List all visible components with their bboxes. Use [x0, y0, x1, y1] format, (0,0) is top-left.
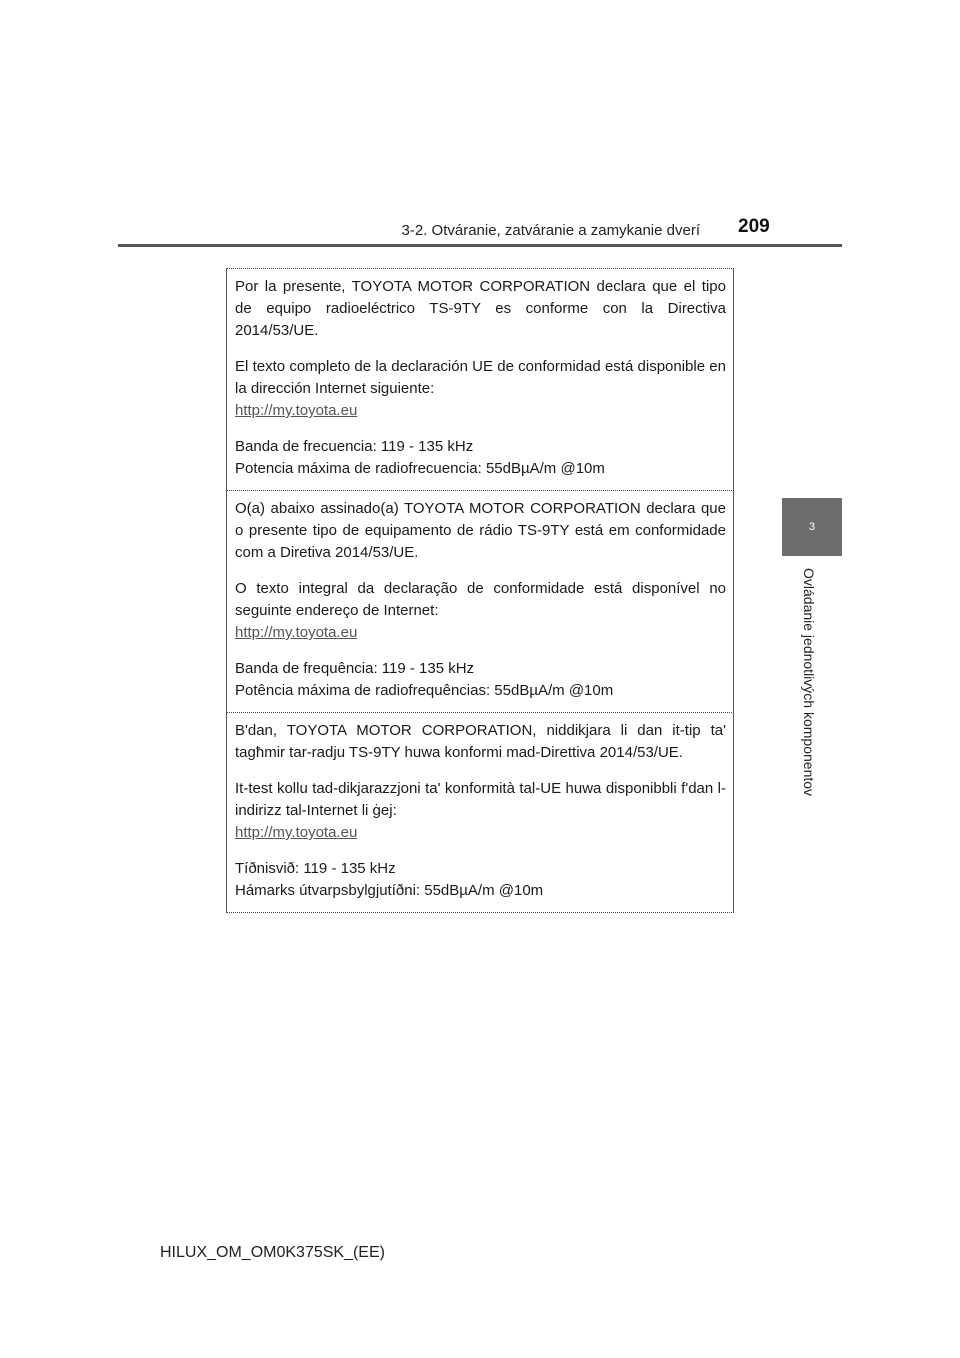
declaration-info: [235, 778, 726, 844]
chapter-side-label: Ovládanie jednotlivých komponentov: [801, 568, 817, 797]
declaration-info-text: O texto integral da declaração de conformidade está disponível no seguinte endereço de Internet:: [235, 580, 726, 619]
declaration-info: [235, 578, 726, 644]
declaration-specs: [235, 658, 726, 702]
declaration-statement: B'dan, TOYOTA MOTOR CORPORATION, niddikjara li dan it-tip ta' tagħmir tar-radju TS-9TY huwa konformi mad-Direttiva 2014/53/UE.: [235, 722, 726, 761]
declaration-info: [235, 356, 726, 422]
declaration-box-spanish: [226, 268, 734, 490]
header-divider: [118, 244, 842, 247]
max-power: Potência máxima de radiofrequências: 55dBµA/m @10m: [235, 682, 614, 699]
declaration-box-maltese: [226, 712, 734, 913]
frequency-band: Banda de frequência: 119 - 135 kHz: [235, 660, 475, 677]
declaration-info-text: It-test kollu tad-dikjarazzjoni ta' konformità tal-UE huwa disponibbli f'dan l-indirizz tal-Internet li ġej:: [235, 780, 726, 819]
chapter-number: 3: [808, 521, 816, 533]
frequency-band: Tíðnisvið: 119 - 135 kHz: [235, 860, 396, 877]
declaration-statement: O(a) abaixo assinado(a) TOYOTA MOTOR CORPORATION declara que o presente tipo de equipamento de rádio TS-9TY está em conformidade com a Diretiva 2014/53/UE.: [235, 500, 726, 561]
document-footer-code: HILUX_OM_OM0K375SK_(EE): [160, 1244, 385, 1261]
chapter-tab: [782, 498, 842, 556]
declaration-box-portuguese: [226, 490, 734, 712]
declaration-link[interactable]: http://my.toyota.eu: [235, 624, 358, 641]
declaration-link[interactable]: http://my.toyota.eu: [235, 402, 358, 419]
max-power: Hámarks útvarpsbylgjutíðni: 55dBµA/m @10m: [235, 882, 544, 899]
declaration-specs: [235, 858, 726, 902]
declaration-link[interactable]: http://my.toyota.eu: [235, 824, 358, 841]
declaration-info-text: El texto completo de la declaración UE de conformidad está disponible en la dirección Internet siguiente:: [235, 358, 726, 397]
declaration-boxes: [226, 268, 734, 913]
frequency-band: Banda de frecuencia: 119 - 135 kHz: [235, 438, 474, 455]
declaration-statement: Por la presente, TOYOTA MOTOR CORPORATION declara que el tipo de equipo radioeléctrico TS-9TY es conforme con la Directiva 2014/53/UE.: [235, 278, 726, 339]
page-number: 209: [738, 216, 770, 237]
declaration-specs: [235, 436, 726, 480]
max-power: Potencia máxima de radiofrecuencia: 55dBµA/m @10m: [235, 460, 605, 477]
running-header-title: 3-2. Otváranie, zatváranie a zamykanie dverí: [401, 222, 700, 239]
